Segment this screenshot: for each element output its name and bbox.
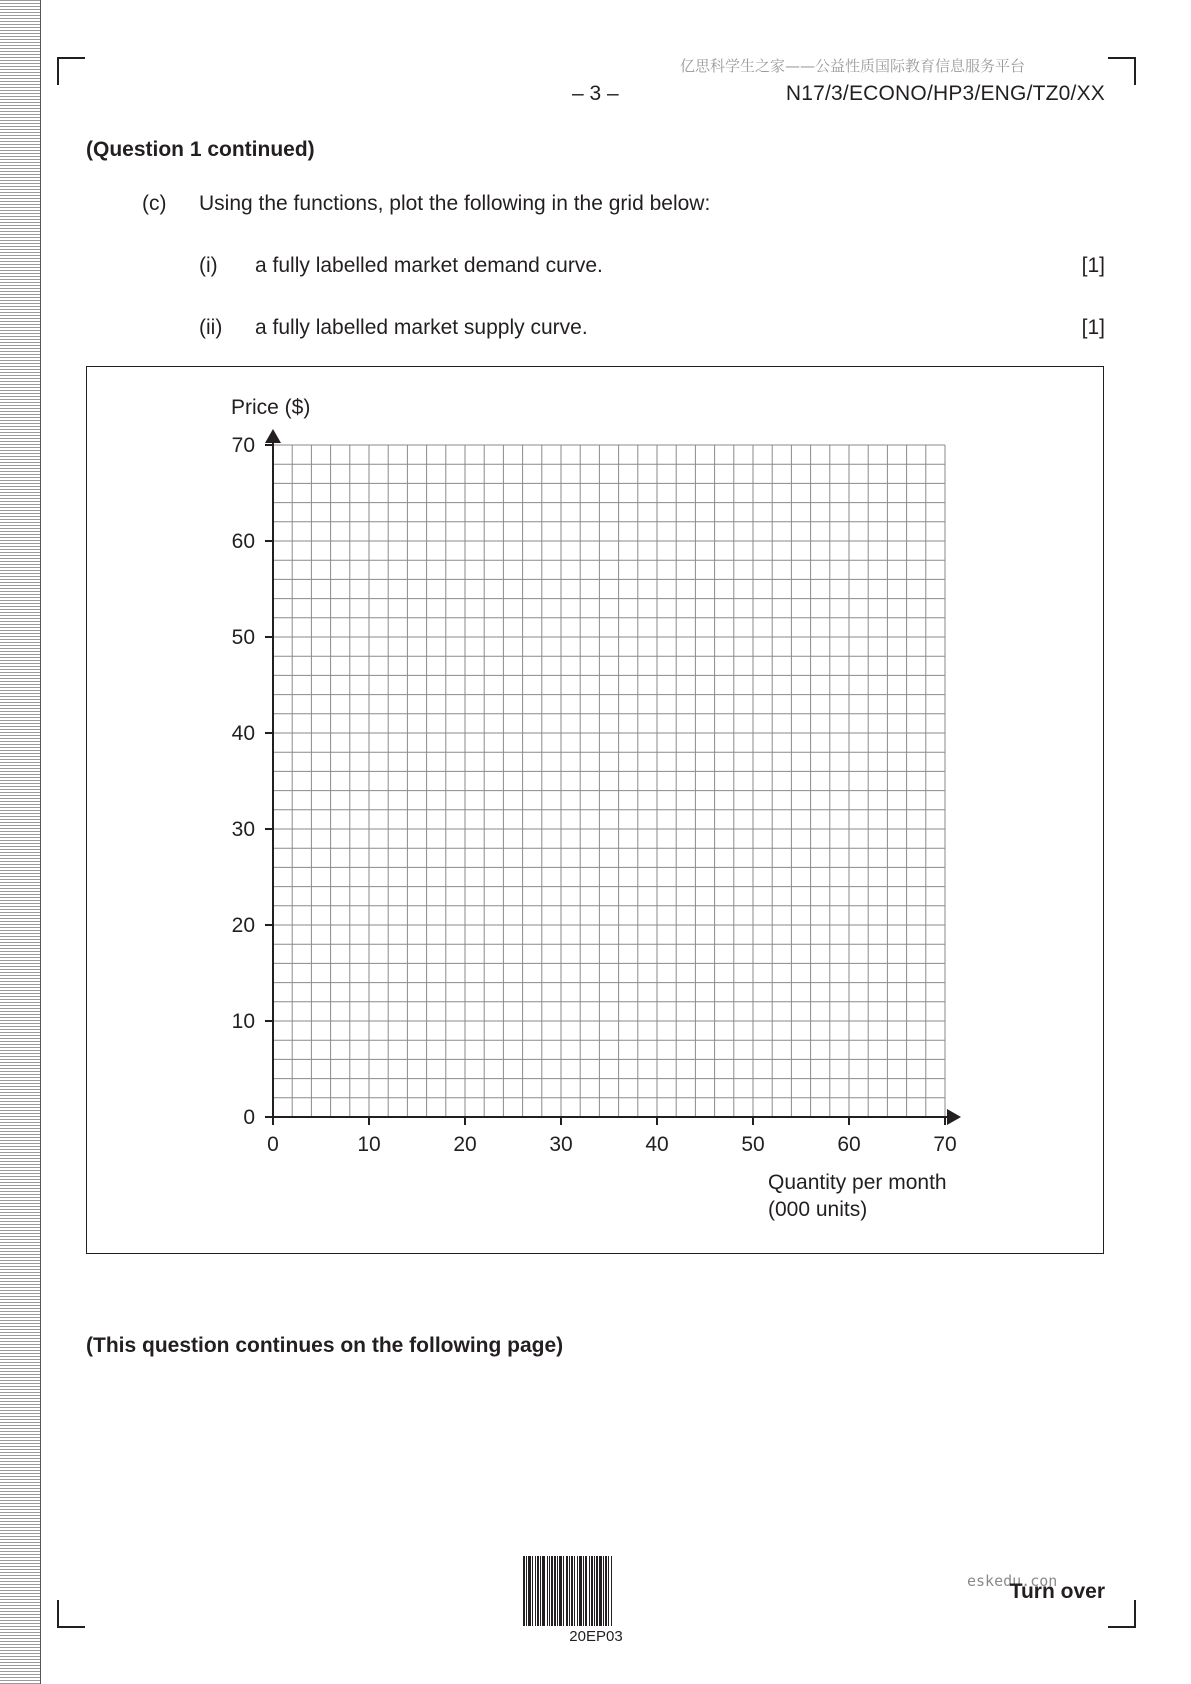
barcode-bar [579,1556,582,1626]
y-tick-label: 70 [231,434,255,457]
paper-code: N17/3/ECONO/HP3/ENG/TZ0/XX [785,82,1105,105]
crop-mark-bottom-right [1108,1600,1136,1628]
x-tick-label: 30 [549,1133,573,1156]
subpart-i-label: (i) [199,254,218,277]
y-tick-label: 0 [243,1106,255,1129]
y-axis-arrow [265,429,281,443]
barcode-bar [549,1556,550,1626]
header-watermark: 亿思科学生之家——公益性质国际教育信息服务平台 [680,57,1026,75]
barcode-bar [523,1556,525,1626]
barcode-bar [557,1556,558,1626]
y-tick-label: 30 [231,818,255,841]
y-tick-label: 50 [231,626,255,649]
barcode-bar [528,1556,531,1626]
crop-mark-top-right [1108,57,1136,85]
y-axis-label: Price ($) [231,396,311,419]
barcode-bar [585,1556,587,1626]
barcode-bar [540,1556,541,1626]
subpart-ii-marks: [1] [1081,316,1105,339]
x-tick-label: 70 [933,1133,957,1156]
y-tick-label: 10 [231,1010,255,1033]
y-tick-label: 40 [231,722,255,745]
barcode-bar [542,1556,545,1626]
barcode-bar [583,1556,584,1626]
barcode-bar [589,1556,590,1626]
barcode-bar [559,1556,562,1626]
barcode-bar [535,1556,536,1626]
x-tick-label: 10 [357,1133,381,1156]
x-axis-label-line-1: Quantity per month [768,1171,947,1194]
answer-grid-chart[interactable] [87,367,1103,1253]
barcode-bar [554,1556,556,1626]
barcode-bar [526,1556,527,1626]
crop-mark-top-left [57,57,85,85]
binding-edge [0,0,41,1684]
barcode-bar [608,1556,609,1626]
axes [232,429,961,1156]
x-tick-label: 0 [267,1133,279,1156]
x-tick-label: 40 [645,1133,669,1156]
barcode-bar [537,1556,539,1626]
barcode-bar [577,1556,578,1626]
footer-watermark: eskedu.con [967,1572,1058,1590]
x-tick-label: 60 [837,1133,861,1156]
barcode-bar [551,1556,553,1626]
barcode-text: 20EP03 [569,1628,623,1645]
subpart-ii-text: a fully labelled market supply curve. [255,316,588,339]
y-tick-label: 60 [231,530,255,553]
barcode-bar [611,1556,612,1626]
turn-over: Turn over [1009,1580,1105,1603]
answer-grid-box [86,366,1104,1254]
barcode-bar [603,1556,604,1626]
barcode-bar [596,1556,598,1626]
subpart-i-text: a fully labelled market demand curve. [255,254,603,277]
page-number: – 3 – [572,82,619,105]
barcode-bar [605,1556,607,1626]
x-axis-label-line-2: (000 units) [768,1198,868,1221]
x-axis-arrow [947,1109,961,1125]
barcode-bar [599,1556,602,1626]
barcode-bar [571,1556,573,1626]
barcode-bar [594,1556,595,1626]
barcode-bar [569,1556,570,1626]
barcode-bar [574,1556,575,1626]
barcode-bar [532,1556,533,1626]
part-c-text: Using the functions, plot the following in the grid below: [199,192,711,215]
barcode-bar [547,1556,548,1626]
barcode-bar [566,1556,568,1626]
crop-mark-bottom-left [57,1600,85,1628]
barcode [523,1556,669,1626]
continues-note: (This question continues on the following page) [86,1334,564,1357]
x-tick-label: 50 [741,1133,765,1156]
barcode-bar [591,1556,593,1626]
part-c-label: (c) [142,192,167,215]
y-tick-label: 20 [231,914,255,937]
question-continued-heading: (Question 1 continued) [86,138,315,161]
subpart-i-marks: [1] [1081,254,1105,277]
x-tick-label: 20 [453,1133,477,1156]
subpart-ii-label: (ii) [199,316,223,339]
barcode-bar [563,1556,564,1626]
minor-gridlines [273,445,945,1117]
